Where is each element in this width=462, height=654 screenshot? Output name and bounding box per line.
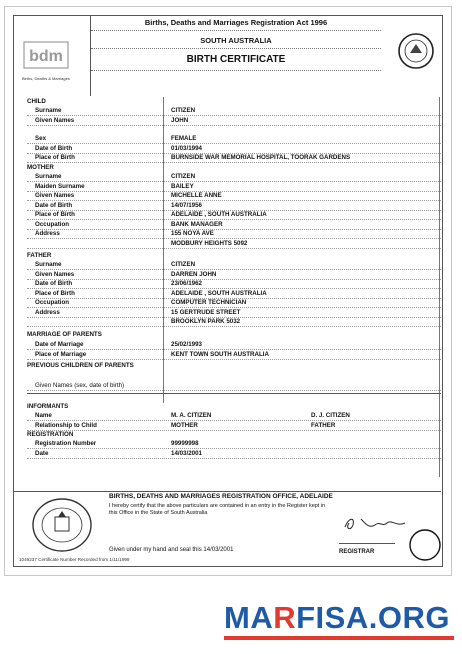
section-mother: MOTHER xyxy=(27,164,54,171)
table-row: MODBURY HEIGHTS 5092 xyxy=(27,239,441,249)
certificate-page xyxy=(4,6,452,576)
section-father: FATHER xyxy=(27,252,52,259)
signature-line xyxy=(339,543,395,544)
footer-rule xyxy=(13,491,441,492)
section-marriage: MARRIAGE OF PARENTS xyxy=(27,331,102,338)
office-seal-icon xyxy=(31,497,93,553)
table-row: Surname CITIZEN xyxy=(27,260,441,270)
table-row: Occupation BANK MANAGER xyxy=(27,220,441,230)
table-row: Date of Marriage 25/02/1993 xyxy=(27,340,441,350)
table-row: Surname CITIZEN xyxy=(27,172,441,182)
table-row: Surname CITIZEN xyxy=(27,106,441,116)
table-row: Place of Birth ADELAIDE , SOUTH AUSTRALIA xyxy=(27,289,441,299)
table-row: Date of Birth 23/06/1962 xyxy=(27,279,441,289)
table-row: Registration Number 99999998 xyxy=(27,439,441,449)
table-row: Place of Marriage KENT TOWN SOUTH AUSTRALIA xyxy=(27,350,441,360)
header-divider xyxy=(91,48,381,49)
office-name: BIRTHS, DEATHS AND MARRIAGES REGISTRATION OFFICE, ADELAIDE xyxy=(109,493,333,500)
table-row: Given Names JOHN xyxy=(27,116,441,126)
header-divider xyxy=(91,30,381,31)
marfisa-watermark: MARFISA.ORG xyxy=(224,600,450,635)
certificate-footer xyxy=(13,491,441,565)
table-row: Name M. A. CITIZEN D. J. CITIZEN xyxy=(27,411,441,421)
given-under-hand: Given under my hand and seal this 14/03/2001 xyxy=(109,547,234,553)
section-child: CHILD xyxy=(27,98,46,105)
table-row: Occupation COMPUTER TECHNICIAN xyxy=(27,298,441,308)
svg-text:bdm: bdm xyxy=(29,48,63,65)
table-row: Date of Birth 01/03/1994 xyxy=(27,144,441,154)
table-row: Place of Birth ADELAIDE , SOUTH AUSTRALIA xyxy=(27,210,441,220)
logo-caption: Births, Deaths & Marriages xyxy=(22,76,70,81)
seal-circle-icon xyxy=(409,529,441,561)
registrar-label: REGISTRAR xyxy=(339,549,375,555)
certificate-number: 1049237 Certificate Number Recorded from 1/11/1999 xyxy=(19,557,130,562)
section-informants: INFORMANTS xyxy=(27,403,69,410)
table-row: Place of Birth BURNSIDE WAR MEMORIAL HOSPITAL, TOORAK GARDENS xyxy=(27,153,441,163)
state-name: SOUTH AUSTRALIA xyxy=(200,36,272,45)
certification-text: I hereby certify that the above particulars are contained in an entry in the Register kept in this Office in the State of South Australia xyxy=(109,503,326,516)
table-row: Address 15 GERTRUDE STREET xyxy=(27,308,441,318)
state-seal-icon xyxy=(397,32,435,70)
table-row: BROOKLYN PARK 5032 xyxy=(27,317,441,327)
table-row: Given Names DARREN JOHN xyxy=(27,270,441,280)
table-row: Date of Birth 14/07/1956 xyxy=(27,201,441,211)
table-row: Sex FEMALE xyxy=(27,134,441,144)
table-row: Relationship to Child MOTHER FATHER xyxy=(27,421,441,431)
section-rule xyxy=(27,393,441,394)
table-row: Address 155 NOYA AVE xyxy=(27,229,441,239)
page-title: BIRTH CERTIFICATE xyxy=(186,54,286,65)
table-row: Given Names (sex, date of birth) xyxy=(27,381,441,391)
table-row: Date 14/03/2001 xyxy=(27,449,441,459)
header-divider xyxy=(91,70,381,71)
section-registration: REGISTRATION xyxy=(27,431,74,438)
table-row: Maiden Surname BAILEY xyxy=(27,182,441,192)
watermark-underline xyxy=(224,636,454,640)
header-box xyxy=(90,16,441,96)
section-previous-children: PREVIOUS CHILDREN OF PARENTS xyxy=(27,362,134,369)
act-title: Births, Deaths and Marriages Registration Act 1996 xyxy=(144,18,328,27)
registrar-signature xyxy=(341,513,411,533)
table-row: Given Names MICHELLE ANNE xyxy=(27,191,441,201)
bdm-logo-icon xyxy=(22,36,70,72)
